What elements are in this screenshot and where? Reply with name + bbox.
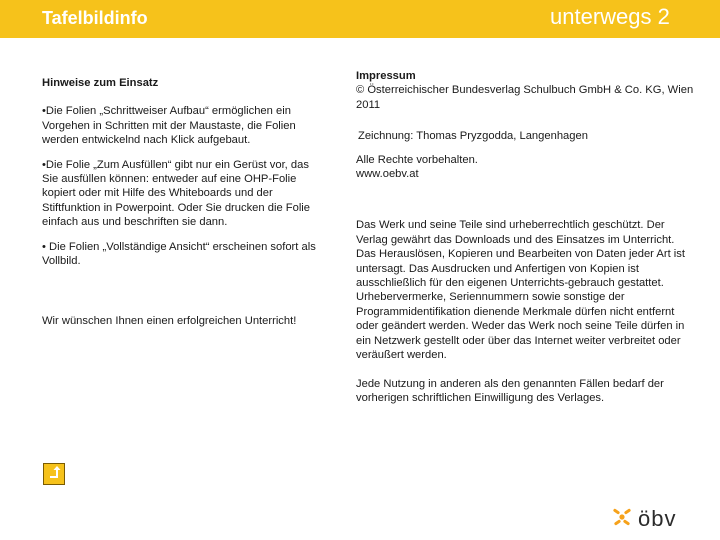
usage-note-1: •Die Folien „Schrittweiser Aufbau“ ermöglichen ein Vorgehen in Schritten mit der Maustaste, die Folien werden entwickelnd nach Klick aufgebaut. [42,105,296,147]
usage-note-2: •Die Folie „Zum Ausfüllen“ gibt nur ein Gerüst vor, das Sie ausfüllen können: entweder auf eine OHP-Folie kopiert oder mit Hilfe des Whiteboards und der Stiftfunktion in Powerpoint. Oder Sie drucken die Folie einfach aus und beschriften sie dann. [42,158,311,229]
usage-note-3: • Die Folien „Vollständige Ansicht“ erscheinen sofort als Vollbild. [42,240,316,268]
return-arrow-icon [46,464,62,485]
imprint-heading: Impressum [356,70,416,82]
series-title: unterwegs 2 [550,4,670,29]
imprint-legal-text: Das Werk und seine Teile sind urheberrechtlich geschützt. Der Verlag gewährt das Downloads und des Einsatzes im Unterricht. Das Herauslösen, Kopieren und Bearbeiten von Daten jeder Art ist untersagt. Das Ausdrucken und Anfertigen von Kopien ist ausschließlich für den eigenen Unterrichts-gebrauch gestattet. Urhebervermerke, Seriennummern sowie sonstige der Programmidentifikation dienende Merkmale dürfen nicht entfernt oder geändert werden. Weder das Werk noch seine Teile dürfen in ein Netzwerk gestellt oder über das Internet weiter verbreitet oder veräußert werden. [356,219,685,362]
imprint-usage-consent: Jede Nutzung in anderen als den genannten Fällen bedarf der vorherigen schriftlichen Einwilligung des Verlages. [356,377,664,404]
publisher-logo [612,506,676,532]
logo-wordmark: öbv [638,506,677,531]
imprint-url: www.oebv.at [356,168,419,181]
return-button[interactable] [43,463,65,485]
slide-category-title: Tafelbildinfo [42,8,148,28]
oebv-star-icon [612,507,632,532]
usage-notes [42,76,327,329]
usage-notes-heading: Hinweise zum Einsatz [42,77,159,89]
imprint-copyright: © Österreichischer Bundesverlag Schulbuch GmbH & Co. KG, Wien 2011 [356,84,694,111]
imprint-rights: Alle Rechte vorbehalten. [356,153,478,166]
imprint-drawing-credit: Zeichnung: Thomas Pryzgodda, Langenhagen [358,130,588,143]
header-bar [0,0,720,38]
closing-wish: Wir wünschen Ihnen einen erfolgreichen Unterricht! [42,315,297,328]
imprint [356,69,696,405]
